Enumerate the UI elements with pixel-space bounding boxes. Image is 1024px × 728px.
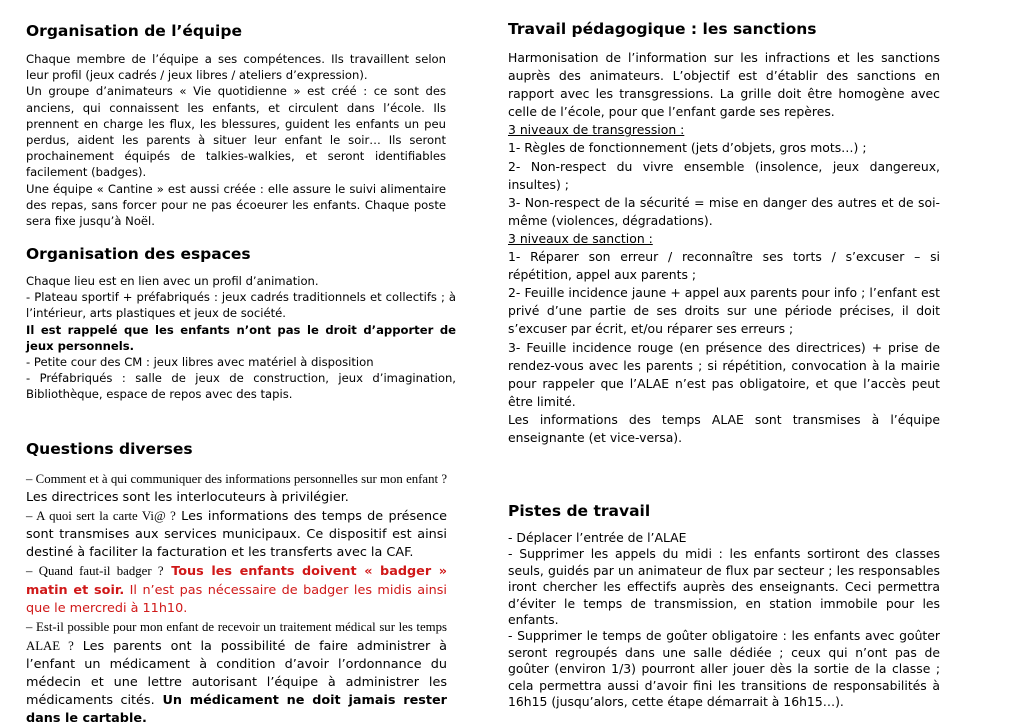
question-4-answer-bold: Un médicament ne doit jamais rester dans le cartable. xyxy=(26,693,447,727)
section-title-espaces: Organisation des espaces xyxy=(26,245,251,263)
transgression-1: 1- Règles de fonctionnement (jets d’objets, gros mots…) ; xyxy=(508,140,867,156)
question-4-text: – Est-il possible pour mon enfant de recevoir un traitement médical sur les temps ALAE ? xyxy=(26,619,447,653)
espaces-item-cour: - Petite cour des CM : jeux libres avec matériel à disposition xyxy=(26,355,374,370)
question-2 xyxy=(26,507,447,562)
transgression-2: 2- Non-respect du vivre ensemble (insolence, jeux dangereux, insultes) ; xyxy=(508,158,940,192)
espaces-item-plateau: - Plateau sportif + préfabriqués : jeux cadrés traditionnels et collectifs ; à l’intérieur, arts plastiques et jeux de société. xyxy=(26,290,456,321)
questions-body xyxy=(26,470,447,728)
equipe-paragraph-2: Un groupe d’animateurs « Vie quotidienne » est créé : ce sont des anciens, qui connaissent les enfants, et circulent dans l’école. Ils prennent en charge les flux, les blessures, guident les enfants un peu perdus, aident les parents à situer leur enfant le soir… Ils seront prochainement équipés de talkies-walkies, et seront identifiables facilement (badges). xyxy=(26,84,446,180)
section-title-sanctions: Travail pédagogique : les sanctions xyxy=(508,20,817,38)
question-1-text: – Comment et à qui communiquer des informations personnelles sur mon enfant ? xyxy=(26,472,447,486)
pistes-body xyxy=(508,530,940,710)
equipe-paragraph-1: Chaque membre de l’équipe a ses compétences. Ils travaillent selon leur profil (jeux cadrés / jeux libres / ateliers d’expression). xyxy=(26,52,446,83)
espaces-intro: Chaque lieu est en lien avec un profil d’animation. xyxy=(26,274,319,288)
question-2-answer: Les informations des temps de présence sont transmises aux services municipaux. Ce dispositif est ainsi destiné à faciliter la facturation et les transferts avec la CAF. xyxy=(26,509,448,561)
question-1 xyxy=(26,470,447,507)
sanctions-intro: Harmonisation de l’information sur les infractions et les sanctions auprès des animateurs. L’objectif est d’établir des sanctions en rapport avec les transgressions. La grille doit être homogène avec celle de l’école, pour que l’enfant garde ses repères. xyxy=(508,50,940,120)
section-title-equipe: Organisation de l’équipe xyxy=(26,22,242,40)
piste-2: - Supprimer les appels du midi : les enfants sortiront des classes seuls, guidés par un animateur de flux par secteur ; les responsables iront chercher les effectifs auprès des enseignants. Ceci permettra d’éviter le temps de transmission, en station immobile pour les enfants. xyxy=(508,546,940,628)
section-title-pistes: Pistes de travail xyxy=(508,502,651,520)
question-3-text: – Quand faut-il badger ? xyxy=(26,564,164,579)
equipe-paragraph-3: Une équipe « Cantine » est aussi créée : elle assure le suivi alimentaire des repas, sans forcer pour ne pas écoeurer les enfants. Chaque poste sera fixe jusqu’à Noël. xyxy=(26,181,446,229)
espaces-body xyxy=(26,273,456,403)
sanctions-body xyxy=(508,49,940,447)
sanction-3: 3- Feuille incidence rouge (en présence des directrices) + prise de rendez-vous avec les parents ; si répétition, convocation à la mairie pour rappeler que l’ALAE n’est pas obligatoire, et que l’accès peut être limité. xyxy=(508,339,940,409)
question-3-answer-bold: Tous les enfants doivent « badger » matin et soir. xyxy=(26,564,448,598)
sanction-heading: 3 niveaux de sanction : xyxy=(508,230,653,246)
question-1-answer: Les directrices sont les interlocuteurs à privilégier. xyxy=(26,490,349,506)
transgression-3: 3- Non-respect de la sécurité = mise en danger des autres et de soi-même (violences, dégradations). xyxy=(508,194,940,228)
sanction-1: 1- Réparer son erreur / reconnaître ses torts / s’excuser – si répétition, appel aux parents ; xyxy=(508,249,940,283)
question-3-answer-rest: Il n’est pas nécessaire de badger les midis ainsi que le mercredi à 11h10. xyxy=(26,582,447,616)
sanctions-closing: Les informations des temps ALAE sont transmises à l’équipe enseignante (et vice-versa). xyxy=(508,411,940,445)
section-title-questions: Questions diverses xyxy=(26,440,193,458)
espaces-bold-note: Il est rappelé que les enfants n’ont pas le droit d’apporter de jeux personnels. xyxy=(26,322,456,353)
sanction-2: 2- Feuille incidence jaune + appel aux parents pour info ; l’enfant est privé d’une partie de ses droits sur une période précises, il doit s’excuser par écrit, et/ou réparer ses erreurs ; xyxy=(508,285,940,337)
equipe-body xyxy=(26,51,446,229)
question-3 xyxy=(26,562,447,617)
question-4 xyxy=(26,618,447,728)
espaces-item-prefabriques: - Préfabriqués : salle de jeux de construction, jeux d’imagination, Bibliothèque, espace de repos avec des tapis. xyxy=(26,371,456,402)
transgression-heading: 3 niveaux de transgression : xyxy=(508,122,685,138)
piste-1: - Déplacer l’entrée de l’ALAE xyxy=(508,530,687,545)
question-4-answer: Les parents ont la possibilité de faire administrer à l’enfant un médicament à condition d’avoir l’ordonnance du médecin et une lettre autorisant l’équipe à administrer les médicaments cités. xyxy=(26,638,447,709)
question-2-text: – A quoi sert la carte Vi@ ? xyxy=(26,509,176,524)
piste-3: - Supprimer le temps de goûter obligatoire : les enfants avec goûter seront regroupés dans une salle dédiée ; ceux qui n’ont pas de goûter (environ 1/3) pourront aller jouer dès la sortie de la classe ; cela permettra aussi d’avoir fini les transitions de responsabilités à 16h15 (jusqu’alors, cette étape démarrait à 16h15…). xyxy=(508,628,940,710)
